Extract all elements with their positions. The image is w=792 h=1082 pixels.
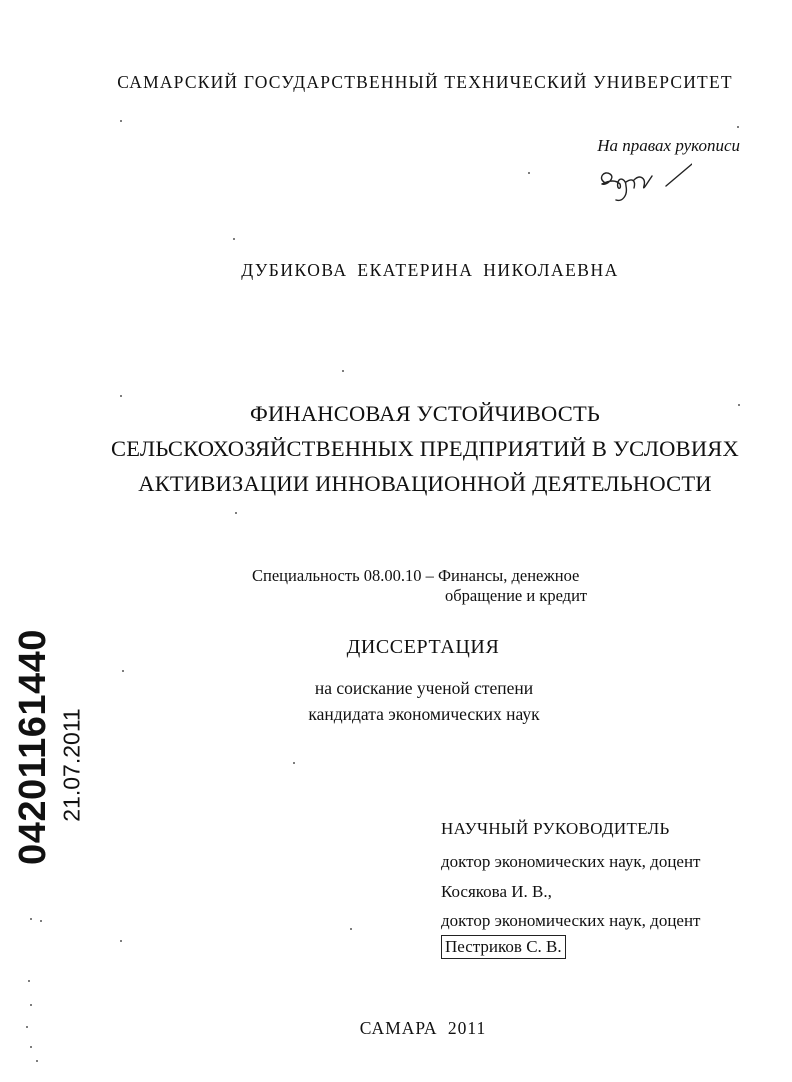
degree-description (240, 675, 608, 727)
supervisor-line-2: Косякова И. В., (441, 882, 552, 901)
degree-line-2: кандидата экономических наук (308, 704, 540, 724)
city-year: САМАРА 2011 (359, 1018, 487, 1038)
university-name: САМАРСКИЙ ГОСУДАРСТВЕННЫЙ ТЕХНИЧЕСКИЙ УНИВЕРСИТЕТ (117, 72, 733, 92)
degree-line-1: на соискание ученой степени (314, 678, 534, 698)
specialty-line-2: обращение и кредит (445, 586, 588, 605)
supervisor-line-4: Пестриков С. В. (441, 935, 566, 959)
author-name: ДУБИКОВА ЕКАТЕРИНА НИКОЛАЕВНА (241, 260, 619, 280)
library-stamp-date (54, 700, 90, 830)
manuscript-rights-label: На правах рукописи (597, 136, 740, 155)
supervisor-heading: НАУЧНЫЙ РУКОВОДИТЕЛЬ (441, 819, 670, 838)
title-line-3: АКТИВИЗАЦИИ ИННОВАЦИОННОЙ ДЕЯТЕЛЬНОСТИ (138, 471, 712, 496)
specialty-line-1: Специальность 08.00.10 – Финансы, денежное (252, 566, 580, 585)
supervisor-line-1: доктор экономических наук, доцент (441, 852, 701, 871)
stamp-number-text: 04201161440 (12, 629, 54, 865)
title-line-1: ФИНАНСОВАЯ УСТОЙЧИВОСТЬ (249, 401, 601, 426)
stamp-date-text: 21.07.2011 (58, 708, 85, 822)
supervisor-line-3: доктор экономических наук, доцент (441, 911, 701, 930)
library-stamp-number (12, 629, 54, 865)
title-line-2: СЕЛЬСКОХОЗЯЙСТВЕННЫХ ПРЕДПРИЯТИЙ В УСЛОВИЯХ (111, 436, 739, 461)
document-type-label: ДИССЕРТАЦИЯ (346, 636, 500, 658)
signature-icon (596, 160, 692, 204)
dissertation-title (60, 396, 790, 501)
